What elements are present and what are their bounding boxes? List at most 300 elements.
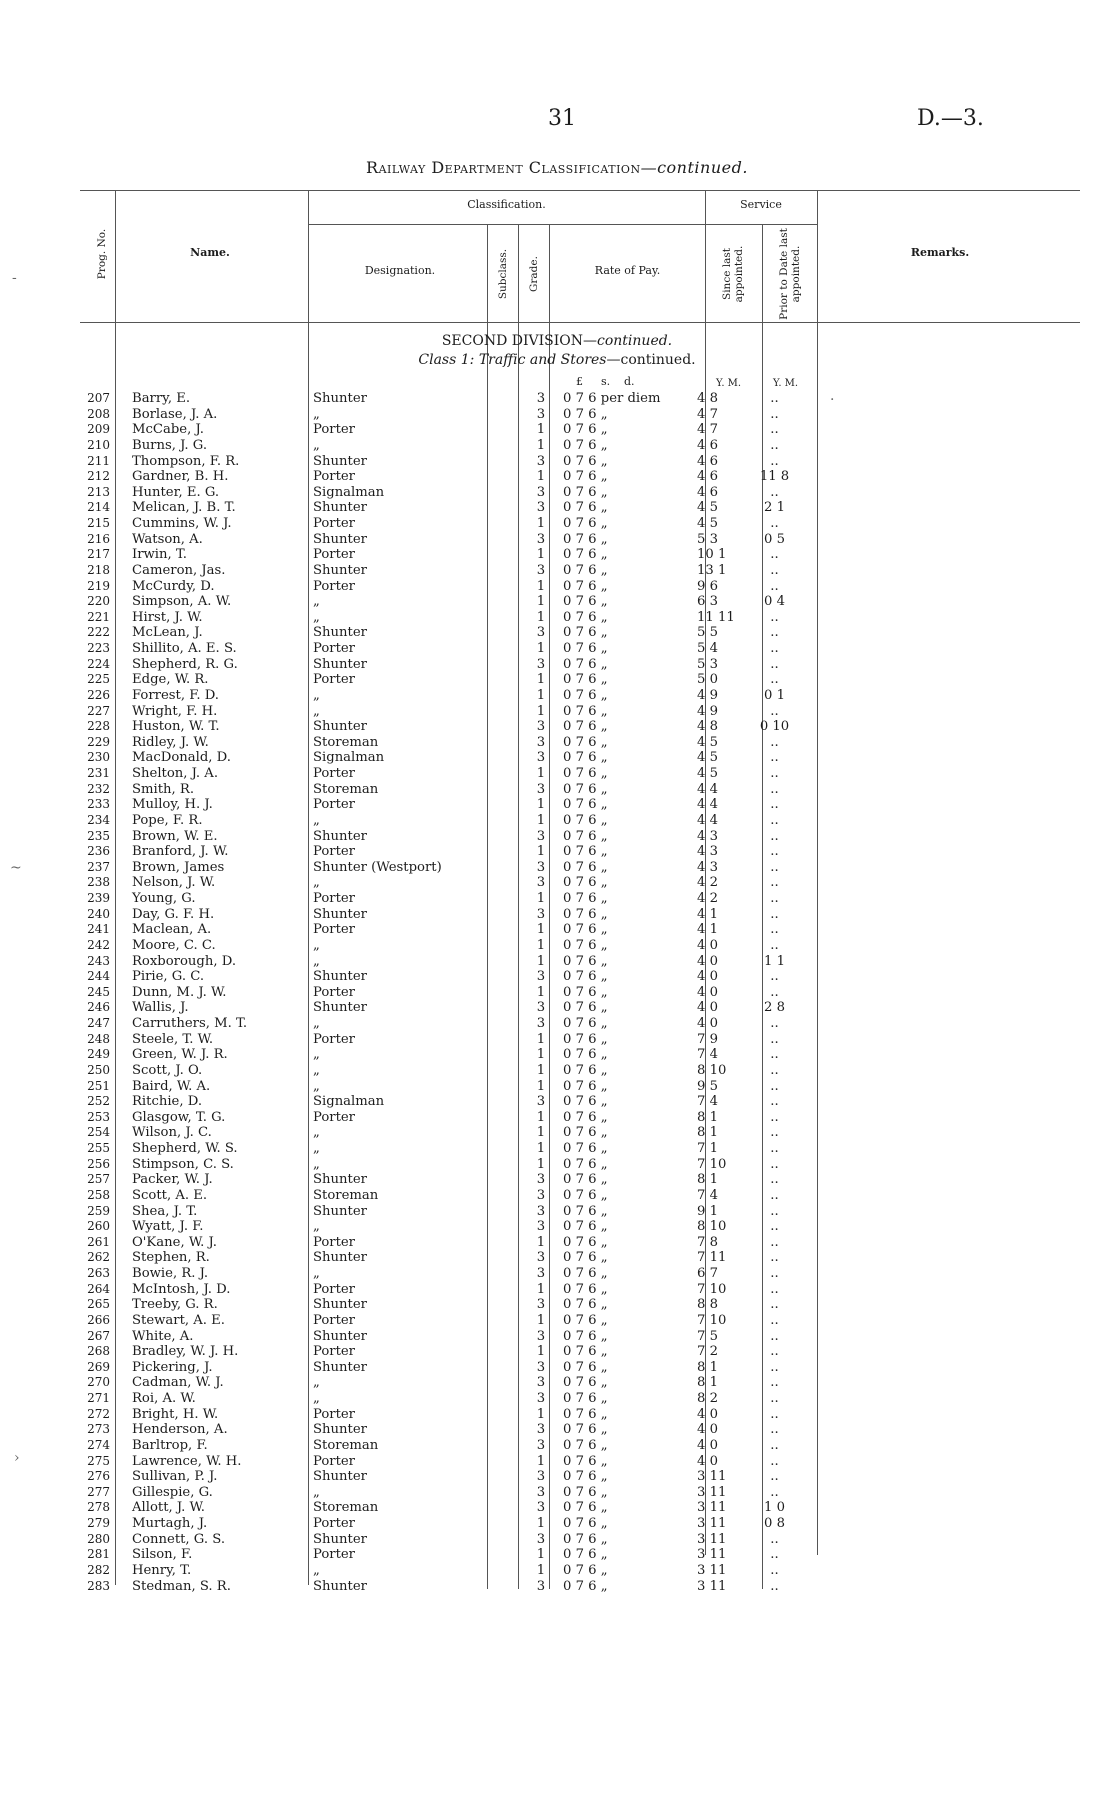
designation: Shunter xyxy=(313,531,367,547)
table-row xyxy=(86,485,797,501)
service-since-last: 4 0 xyxy=(697,1453,718,1469)
service-since-last: 3 11 xyxy=(697,1531,727,1547)
employee-name: Stimpson, C. S. xyxy=(132,1156,234,1172)
grade: 3 xyxy=(536,1469,546,1485)
designation: Storeman xyxy=(313,1437,379,1453)
grade: 3 xyxy=(536,625,546,641)
service-prior: .. xyxy=(770,984,779,1000)
table-row xyxy=(86,1188,797,1204)
rate-of-pay: 0 7 6 per diem xyxy=(563,391,661,406)
table-row xyxy=(86,438,797,454)
table-row xyxy=(86,1172,797,1188)
designation: Shunter xyxy=(313,1531,367,1547)
grade: 3 xyxy=(536,1391,546,1406)
employee-name: Branford, J. W. xyxy=(132,844,229,860)
prog-number: 272 xyxy=(87,1406,110,1421)
employee-name: Shillito, A. E. S. xyxy=(132,641,237,656)
rate-of-pay: 0 7 6 „ xyxy=(563,1062,608,1078)
subclass xyxy=(503,1391,531,1407)
employee-name: Henderson, A. xyxy=(132,1422,228,1438)
table-row xyxy=(86,1391,797,1407)
grade: 1 xyxy=(536,1562,546,1578)
table-row xyxy=(86,1532,797,1548)
rate-of-pay: 0 7 6 „ xyxy=(563,641,608,656)
table-row xyxy=(86,1579,797,1595)
service-since-last: 8 1 xyxy=(697,1109,718,1125)
designation: Porter xyxy=(313,547,355,563)
service-prior: .. xyxy=(770,609,779,625)
designation: Shunter xyxy=(313,1297,367,1313)
rate-of-pay: 0 7 6 „ xyxy=(563,1203,608,1219)
service-prior: .. xyxy=(770,1031,779,1047)
service-since-last: 8 1 xyxy=(697,1359,718,1375)
rate-of-pay: 0 7 6 „ xyxy=(563,1234,608,1250)
service-prior: .. xyxy=(770,516,779,531)
employee-name: McLean, J. xyxy=(132,625,203,641)
employee-name: Cameron, Jas. xyxy=(132,562,226,578)
subclass xyxy=(503,1094,531,1110)
prog-number: 218 xyxy=(87,562,110,577)
rate-of-pay: 0 7 6 „ xyxy=(563,609,608,625)
prog-number: 255 xyxy=(87,1141,110,1155)
prog-number: 260 xyxy=(87,1219,110,1234)
designation: Porter xyxy=(313,844,355,860)
designation: „ xyxy=(313,1062,320,1078)
subclass xyxy=(503,1063,531,1079)
designation: Shunter xyxy=(313,656,367,672)
rate-of-pay: 0 7 6 „ xyxy=(563,422,608,438)
service-prior: .. xyxy=(770,1484,779,1500)
employee-name: Pickering, J. xyxy=(132,1359,213,1375)
grade: 1 xyxy=(536,1141,546,1156)
employee-name: Barltrop, F. xyxy=(132,1437,208,1453)
subclass xyxy=(503,954,531,970)
service-since-last: 3 11 xyxy=(697,1500,727,1516)
header-prog-no: Prog. No. xyxy=(96,228,108,280)
service-since-last: 8 1 xyxy=(697,1172,718,1188)
employee-name: Simpson, A. W. xyxy=(132,594,232,610)
rate-of-pay: 0 7 6 „ xyxy=(563,1406,608,1422)
grade: 1 xyxy=(536,844,546,860)
service-since-last: 4 0 xyxy=(697,953,718,969)
service-since-last: 4 0 xyxy=(697,969,718,985)
employee-name: Huston, W. T. xyxy=(132,719,220,735)
service-prior: .. xyxy=(770,1437,779,1453)
service-prior: .. xyxy=(770,484,779,500)
subclass xyxy=(503,407,531,423)
rate-of-pay: 0 7 6 „ xyxy=(563,1000,608,1016)
prog-number: 258 xyxy=(87,1187,110,1202)
designation: Porter xyxy=(313,1312,355,1328)
designation: „ xyxy=(313,437,320,453)
prog-number: 235 xyxy=(87,828,110,843)
designation: Shunter xyxy=(313,1422,367,1438)
service-prior: .. xyxy=(770,1172,779,1188)
service-prior: .. xyxy=(770,672,779,688)
table-row xyxy=(86,1047,797,1063)
prog-number: 274 xyxy=(87,1437,110,1452)
service-since-last: 7 10 xyxy=(697,1156,727,1172)
prog-number: 234 xyxy=(87,812,110,827)
designation: Shunter xyxy=(313,500,367,516)
employee-name: Ridley, J. W. xyxy=(132,734,209,750)
service-since-last: 7 4 xyxy=(697,1094,718,1110)
grade: 1 xyxy=(536,1078,546,1094)
prog-number: 211 xyxy=(87,453,110,468)
designation: Shunter xyxy=(313,562,367,578)
service-since-last: 4 3 xyxy=(697,828,718,844)
employee-name: Gillespie, G. xyxy=(132,1484,213,1500)
designation: Storeman xyxy=(313,781,379,797)
employee-name: White, A. xyxy=(132,1328,194,1344)
prog-number: 229 xyxy=(87,734,110,749)
table-row xyxy=(86,1516,797,1532)
grade: 1 xyxy=(536,1031,546,1047)
employee-name: Day, G. F. H. xyxy=(132,906,215,922)
grade: 1 xyxy=(536,1516,546,1531)
service-since-last: 4 5 xyxy=(697,516,718,531)
header-since-last: Since last appointed. xyxy=(721,245,745,303)
subclass xyxy=(503,1438,531,1454)
employee-name: Smith, R. xyxy=(132,781,195,797)
table-row xyxy=(86,1032,797,1048)
rate-of-pay: 0 7 6 „ xyxy=(563,1328,608,1344)
designation: Shunter xyxy=(313,625,367,641)
service-since-last: 3 11 xyxy=(697,1516,727,1531)
table-row xyxy=(86,938,797,954)
service-since-last: 7 2 xyxy=(697,1344,718,1360)
service-since-last: 7 9 xyxy=(697,1031,718,1047)
prog-number: 207 xyxy=(87,391,110,405)
subclass xyxy=(503,516,531,532)
prog-number: 251 xyxy=(87,1078,110,1093)
subclass xyxy=(503,766,531,782)
rate-of-pay: 0 7 6 „ xyxy=(563,1187,608,1203)
designation: Shunter xyxy=(313,1203,367,1219)
table-row xyxy=(86,1235,797,1251)
employee-name: Glasgow, T. G. xyxy=(132,1109,226,1125)
service-since-last: 3 11 xyxy=(697,1578,727,1594)
service-since-last: 4 5 xyxy=(697,766,718,781)
service-prior: .. xyxy=(770,1375,779,1391)
title-main: Railway Department Classification xyxy=(366,158,641,177)
service-prior: .. xyxy=(770,656,779,672)
rate-of-pay: 0 7 6 „ xyxy=(563,1578,608,1594)
prog-number: 213 xyxy=(87,484,110,499)
service-prior: .. xyxy=(770,781,779,797)
employee-name: Treeby, G. R. xyxy=(132,1297,218,1313)
margin-mark: ~ xyxy=(10,860,22,876)
designation: Signalman xyxy=(313,1094,385,1110)
designation: Shunter xyxy=(313,719,367,735)
grade: 3 xyxy=(536,1250,546,1266)
subclass xyxy=(503,1407,531,1423)
designation: Porter xyxy=(313,672,355,688)
rate-of-pay: 0 7 6 „ xyxy=(563,437,608,453)
employee-name: Green, W. J. R. xyxy=(132,1047,228,1063)
prog-number: 209 xyxy=(87,422,110,437)
service-prior: .. xyxy=(770,562,779,578)
grade: 1 xyxy=(536,1109,546,1125)
subclass xyxy=(503,704,531,720)
subclass xyxy=(503,563,531,579)
document-id: D.—3. xyxy=(917,106,984,131)
subclass xyxy=(503,1454,531,1470)
service-prior: .. xyxy=(770,891,779,906)
class-prefix: Class 1: xyxy=(418,352,479,368)
grade: 3 xyxy=(536,734,546,750)
grade: 3 xyxy=(536,1172,546,1188)
subclass xyxy=(503,641,531,657)
table-row xyxy=(86,969,797,985)
service-prior: .. xyxy=(770,406,779,422)
service-prior: .. xyxy=(770,437,779,453)
staff-table xyxy=(86,391,797,1594)
subclass xyxy=(503,813,531,829)
table-row xyxy=(86,1141,797,1157)
subclass xyxy=(503,422,531,438)
subclass xyxy=(503,1141,531,1157)
grade: 1 xyxy=(536,1047,546,1063)
employee-name: Burns, J. G. xyxy=(132,437,208,453)
rate-of-pay: 0 7 6 „ xyxy=(563,1344,608,1360)
designation: Storeman xyxy=(313,734,379,750)
table-row xyxy=(86,1110,797,1126)
subclass xyxy=(503,922,531,938)
service-since-last: 7 5 xyxy=(697,1328,718,1344)
grade: 3 xyxy=(536,453,546,469)
employee-name: Stephen, R. xyxy=(132,1250,210,1266)
subclass xyxy=(503,1344,531,1360)
service-prior: .. xyxy=(770,1531,779,1547)
designation: Porter xyxy=(313,1234,355,1250)
service-since-last: 7 8 xyxy=(697,1234,718,1250)
rate-of-pay: 0 7 6 „ xyxy=(563,562,608,578)
prog-number: 246 xyxy=(87,1000,110,1015)
prog-number: 227 xyxy=(87,703,110,718)
service-prior: .. xyxy=(770,875,779,891)
designation: Porter xyxy=(313,1281,355,1297)
prog-number: 281 xyxy=(87,1547,110,1562)
service-since-last: 6 7 xyxy=(697,1266,718,1281)
table-row xyxy=(86,469,797,485)
subclass xyxy=(503,1047,531,1063)
rate-of-pay: 0 7 6 „ xyxy=(563,781,608,797)
table-row xyxy=(86,547,797,563)
designation: „ xyxy=(313,1125,320,1141)
service-since-last: 4 0 xyxy=(697,1406,718,1422)
grade: 1 xyxy=(536,922,546,938)
prog-number: 215 xyxy=(87,516,110,530)
employee-name: Borlase, J. A. xyxy=(132,406,218,422)
designation: „ xyxy=(313,937,320,953)
employee-name: Roi, A. W. xyxy=(132,1391,196,1406)
subclass xyxy=(503,891,531,907)
service-prior: .. xyxy=(770,1328,779,1344)
employee-name: Baird, W. A. xyxy=(132,1078,211,1094)
prog-number: 241 xyxy=(87,922,110,937)
employee-name: McIntosh, J. D. xyxy=(132,1281,231,1297)
table-row xyxy=(86,657,797,673)
page-number: 31 xyxy=(548,106,576,131)
grade: 1 xyxy=(536,1281,546,1297)
employee-name: O'Kane, W. J. xyxy=(132,1234,217,1250)
rate-of-pay: 0 7 6 „ xyxy=(563,734,608,750)
table-row xyxy=(86,594,797,610)
grade: 1 xyxy=(536,766,546,781)
designation: Porter xyxy=(313,1453,355,1469)
service-prior: .. xyxy=(770,828,779,844)
prog-number: 216 xyxy=(87,531,110,546)
table-row xyxy=(86,1063,797,1079)
employee-name: Stedman, S. R. xyxy=(132,1578,231,1594)
designation: „ xyxy=(313,1375,320,1391)
subclass xyxy=(503,1329,531,1345)
division-title xyxy=(0,333,1114,349)
prog-number: 225 xyxy=(87,672,110,687)
grade: 3 xyxy=(536,1437,546,1453)
service-prior: .. xyxy=(770,641,779,656)
grade: 3 xyxy=(536,1359,546,1375)
service-since-last: 4 0 xyxy=(697,937,718,953)
table-row xyxy=(86,1344,797,1360)
rate-of-pay: 0 7 6 „ xyxy=(563,500,608,516)
prog-number: 270 xyxy=(87,1375,110,1390)
subclass xyxy=(503,1266,531,1282)
prog-number: 223 xyxy=(87,641,110,655)
grade: 1 xyxy=(536,1406,546,1422)
subclass xyxy=(503,657,531,673)
service-since-last: 7 4 xyxy=(697,1187,718,1203)
grade: 3 xyxy=(536,656,546,672)
grade: 1 xyxy=(536,953,546,969)
service-since-last: 4 5 xyxy=(697,734,718,750)
employee-name: Lawrence, W. H. xyxy=(132,1453,242,1469)
grade: 3 xyxy=(536,1266,546,1281)
prog-number: 221 xyxy=(87,609,110,624)
subclass xyxy=(503,594,531,610)
service-since-last: 9 6 xyxy=(697,578,718,594)
subclass xyxy=(503,875,531,891)
header-name: Name. xyxy=(190,246,230,259)
table-row xyxy=(86,844,797,860)
subclass xyxy=(503,1485,531,1501)
prog-number: 266 xyxy=(87,1312,110,1327)
employee-name: Mulloy, H. J. xyxy=(132,797,213,813)
grade: 3 xyxy=(536,391,546,406)
designation: Signalman xyxy=(313,484,385,500)
header-rate-of-pay: Rate of Pay. xyxy=(594,264,661,277)
service-prior: .. xyxy=(770,1156,779,1172)
service-since-last: 4 5 xyxy=(697,750,718,766)
designation: „ xyxy=(313,1562,320,1578)
service-since-last: 9 5 xyxy=(697,1078,718,1094)
prog-number: 249 xyxy=(87,1047,110,1062)
service-since-last: 8 10 xyxy=(697,1062,727,1078)
table-row xyxy=(86,1500,797,1516)
designation: „ xyxy=(313,953,320,969)
service-prior: 0 1 xyxy=(764,687,785,703)
grade: 3 xyxy=(536,1578,546,1594)
grade: 3 xyxy=(536,1094,546,1110)
grade: 3 xyxy=(536,969,546,985)
service-prior: .. xyxy=(770,578,779,594)
service-since-last: 4 0 xyxy=(697,1422,718,1438)
service-since-last: 11 11 xyxy=(697,609,735,625)
grade: 1 xyxy=(536,469,546,485)
grade: 1 xyxy=(536,1125,546,1141)
service-since-last: 4 9 xyxy=(697,703,718,719)
unit-years-prior: Y. M. xyxy=(773,378,799,389)
rate-of-pay: 0 7 6 „ xyxy=(563,1141,608,1156)
service-prior: .. xyxy=(770,969,779,985)
employee-name: Sullivan, P. J. xyxy=(132,1469,218,1485)
designation: Shunter xyxy=(313,1469,367,1485)
table-row xyxy=(86,1485,797,1501)
service-prior: .. xyxy=(770,1344,779,1360)
subclass xyxy=(503,860,531,876)
employee-name: Thompson, F. R. xyxy=(132,453,240,469)
prog-number: 256 xyxy=(87,1156,110,1171)
service-prior: .. xyxy=(770,1266,779,1281)
rate-of-pay: 0 7 6 „ xyxy=(563,1031,608,1047)
employee-name: MacDonald, D. xyxy=(132,750,231,766)
service-prior: .. xyxy=(770,812,779,828)
service-since-last: 4 7 xyxy=(697,422,718,438)
table-row xyxy=(86,1454,797,1470)
grade: 1 xyxy=(536,1062,546,1078)
subclass xyxy=(503,438,531,454)
grade: 3 xyxy=(536,1500,546,1516)
grade: 1 xyxy=(536,937,546,953)
subclass xyxy=(503,454,531,470)
rate-of-pay: 0 7 6 „ xyxy=(563,922,608,938)
prog-number: 217 xyxy=(87,547,110,562)
table-row xyxy=(86,1282,797,1298)
grade: 1 xyxy=(536,1312,546,1328)
rate-of-pay: 0 7 6 „ xyxy=(563,1453,608,1469)
service-since-last: 4 0 xyxy=(697,984,718,1000)
table-row xyxy=(86,532,797,548)
employee-name: Forrest, F. D. xyxy=(132,687,220,703)
prog-number: 247 xyxy=(87,1016,110,1030)
prog-number: 220 xyxy=(87,594,110,609)
table-row xyxy=(86,1016,797,1032)
rate-of-pay: 0 7 6 „ xyxy=(563,1047,608,1063)
header-classification: Classification. xyxy=(467,198,546,211)
designation: Shunter xyxy=(313,1328,367,1344)
grade: 1 xyxy=(536,672,546,688)
grade: 1 xyxy=(536,578,546,594)
service-prior: .. xyxy=(770,625,779,641)
service-since-last: 10 1 xyxy=(697,547,727,563)
table-row xyxy=(86,563,797,579)
service-prior: .. xyxy=(770,922,779,938)
service-prior: .. xyxy=(770,1562,779,1578)
service-prior: .. xyxy=(770,797,779,813)
subclass xyxy=(503,1110,531,1126)
grade: 1 xyxy=(536,609,546,625)
rate-of-pay: 0 7 6 „ xyxy=(563,531,608,547)
employee-name: Bradley, W. J. H. xyxy=(132,1344,239,1360)
employee-name: Packer, W. J. xyxy=(132,1172,213,1188)
designation: Shunter xyxy=(313,391,367,406)
table-row xyxy=(86,1563,797,1579)
employee-name: Murtagh, J. xyxy=(132,1516,208,1531)
rate-of-pay: 0 7 6 „ xyxy=(563,1125,608,1141)
grade: 3 xyxy=(536,1422,546,1438)
rate-of-pay: 0 7 6 „ xyxy=(563,766,608,781)
